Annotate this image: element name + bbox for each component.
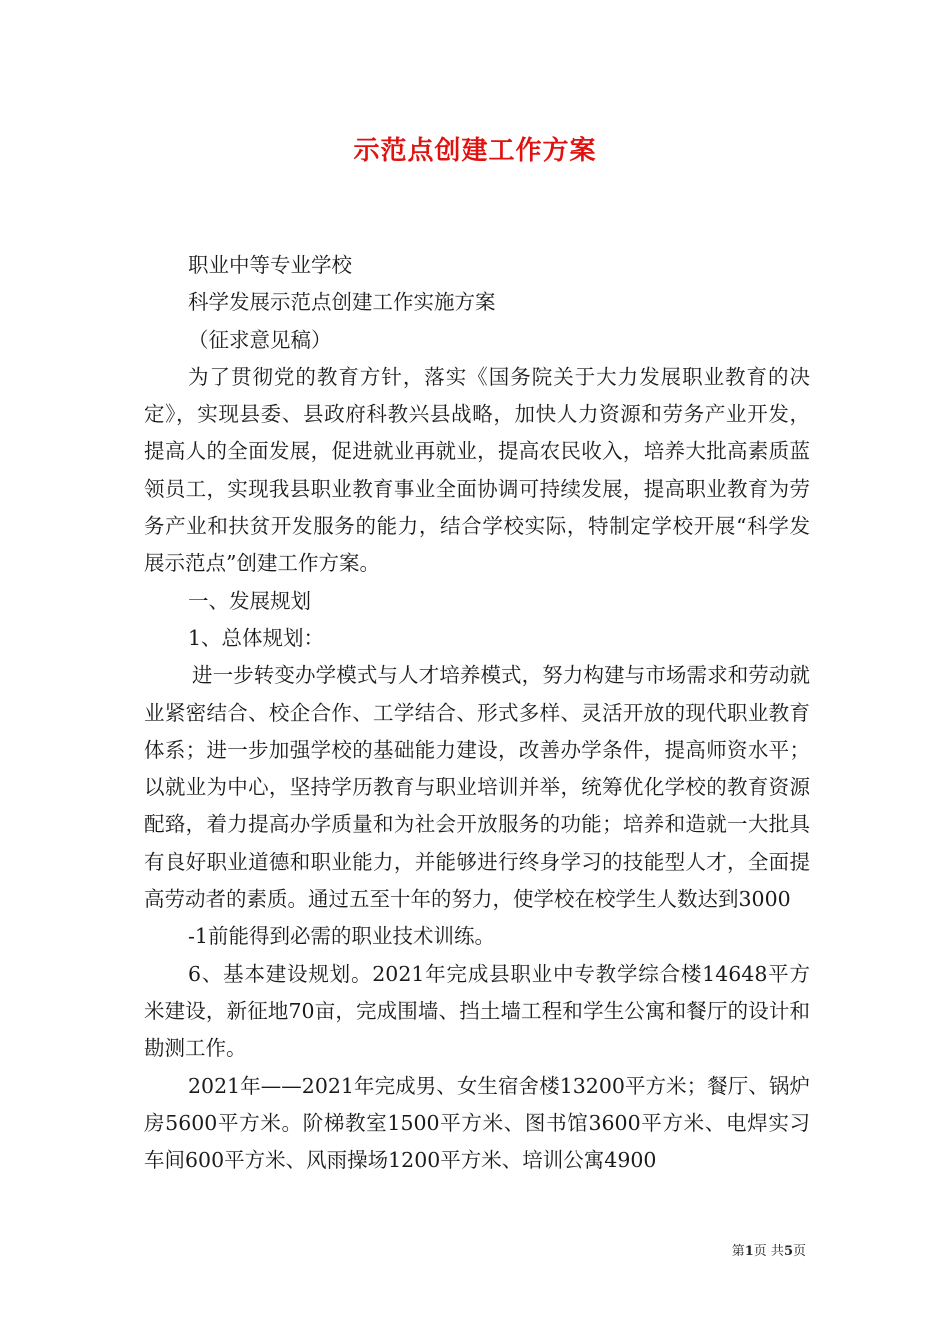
- footer-suffix: 页: [792, 1244, 806, 1259]
- draft-note-line: （征求意见稿）: [188, 327, 332, 352]
- school-name-line: 职业中等专业学校: [188, 253, 352, 277]
- construction-detail-paragraph: 2021年——2021年完成男、女生宿舍楼13200平方米；餐厅、锅炉房5600平方米。阶梯教室1500平方米、图书馆3600平方米、电焊实习车间600平方米、风雨操场1200平方米、培训公寓4900: [144, 1073, 810, 1173]
- document-body: [144, 247, 810, 1179]
- footer-current-page: 1: [744, 1244, 754, 1259]
- footer-middle: 页 共: [753, 1244, 784, 1259]
- section-heading: 一、发展规划: [188, 588, 311, 613]
- intro-paragraph: 为了贯彻党的教育方针，落实《国务院关于大力发展职业教育的决定》，实现县委、县政府科教兴县战略，加快人力资源和劳务产业开发，提高人的全面发展，促进就业再就业，提高农民收入，培养大批高素质蓝领员工，实现我县职业教育事业全面协调可持续发展，提高职业教育为劳务产业和扶贫开发服务的能力，结合学校实际，特制定学校开展“科学发展示范点”创建工作方案。: [144, 364, 810, 576]
- page-footer: [732, 1240, 806, 1259]
- plan-subtitle-line: 科学发展示范点创建工作实施方案: [188, 290, 496, 315]
- training-line: -1前能得到必需的职业技术训练。: [188, 924, 495, 949]
- construction-plan-paragraph: 6、基本建设规划。2021年完成县职业中专教学综合楼14648平方米建设，新征地70亩，完成围墙、挡土墙工程和学生公寓和餐厅的设计和勘测工作。: [144, 961, 810, 1061]
- footer-total-pages: 5: [783, 1244, 793, 1259]
- footer-prefix: 第: [731, 1244, 745, 1259]
- subsection-heading: 1、总体规划：: [188, 625, 325, 650]
- overall-plan-paragraph: 进一步转变办学模式与人才培养模式，努力构建与市场需求和劳动就业紧密结合、校企合作、工学结合、形式多样、灵活开放的现代职业教育体系；进一步加强学校的基础能力建设，改善办学条件，提高师资水平；以就业为中心，坚持学历教育与职业培训并举，统筹优化学校的教育资源配臵，着力提高办学质量和为社会开放服务的功能；培养和造就一大批具有良好职业道德和职业能力，并能够进行终身学习的技能型人才，全面提高劳动者的素质。通过五至十年的努力，使学校在校学生人数达到3000: [144, 663, 810, 912]
- document-title: 示范点创建工作方案: [353, 136, 597, 166]
